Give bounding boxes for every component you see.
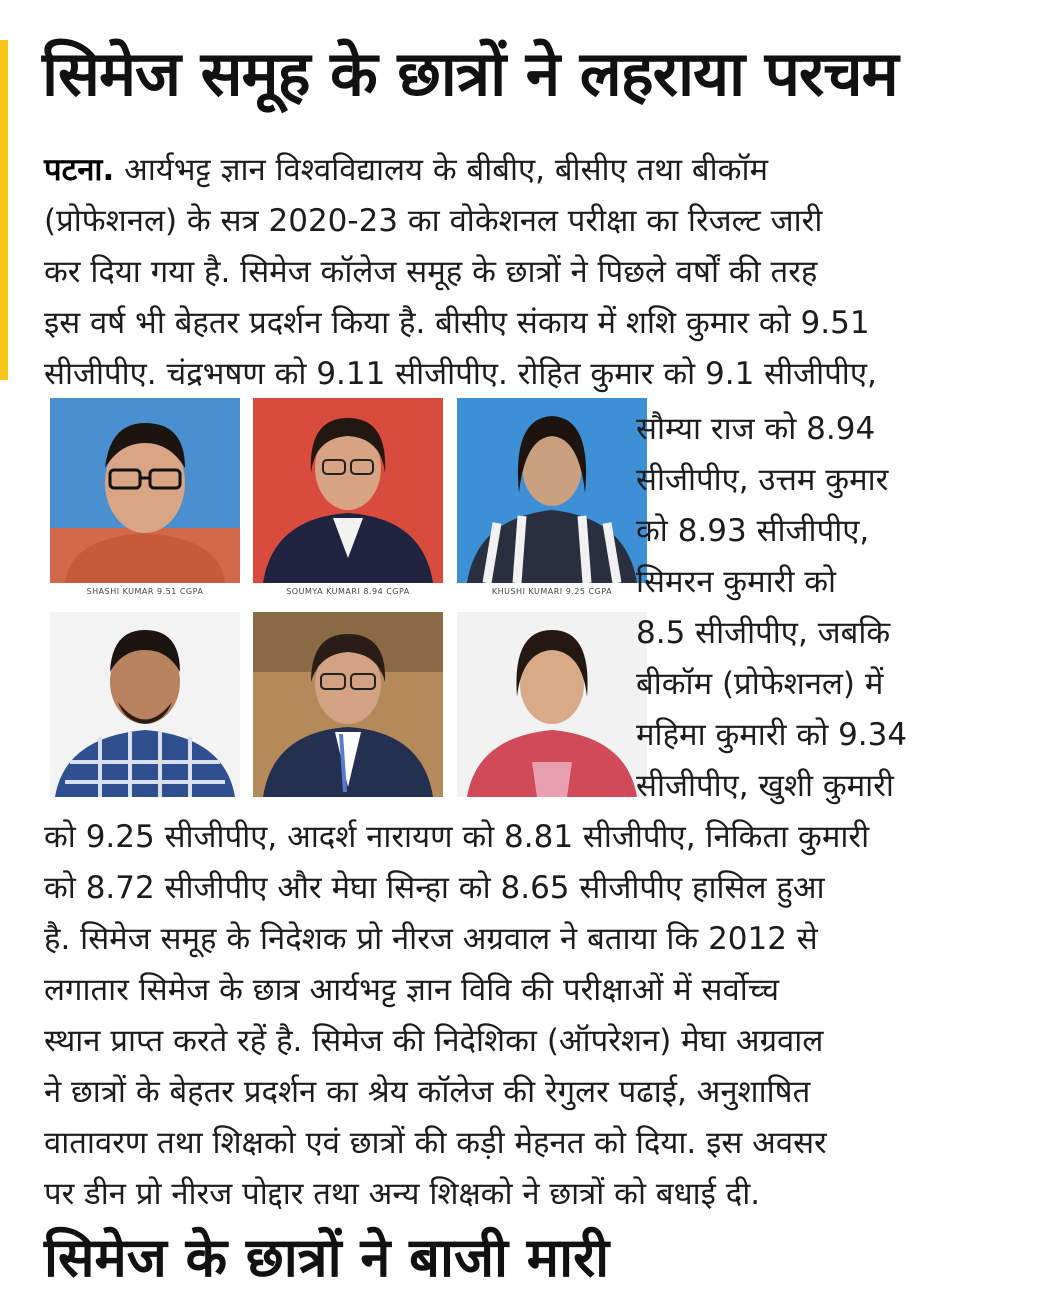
article-line: सीजीपीए, उत्तम कुमार	[636, 462, 889, 498]
student-photo	[50, 398, 240, 583]
article-line: को 9.25 सीजीपीए, आदर्श नारायण को 8.81 सीजीपीए, निकिता कुमारी	[44, 819, 870, 855]
photo-caption: SOUMYA KUMARI 8.94 CGPA	[286, 587, 410, 596]
article-line: को 8.72 सीजीपीए और मेघा सिन्हा को 8.65 सीजीपीए हासिल हुआ	[44, 870, 825, 906]
article-line: सीजीपीए. चंद्रभषण को 9.11 सीजीपीए. रोहित कुमार को 9.1 सीजीपीए,	[44, 356, 877, 392]
article-line: ने छात्रों के बेहतर प्रदर्शन का श्रेय कॉलेज की रेगुलर पढाई, अनुशाषित	[44, 1074, 811, 1110]
dateline: पटना.	[44, 152, 115, 188]
photo-caption: SHASHI KUMAR 9.51 CGPA	[86, 587, 204, 596]
student-photo	[457, 612, 647, 797]
accent-bar	[0, 40, 8, 380]
photo-caption: KHUSHI KUMARI 9.25 CGPA	[491, 587, 613, 596]
article-line: (प्रोफेशनल) के सत्र 2020-23 का वोकेशनल परीक्षा का रिजल्ट जारी	[44, 203, 823, 239]
article-line: सिमरन कुमारी को	[636, 564, 837, 600]
article-line: महिमा कुमारी को 9.34	[636, 717, 908, 753]
article-line: को 8.93 सीजीपीए,	[636, 513, 870, 549]
article-line	[44, 145, 944, 195]
article-line: है. सिमेज समूह के निदेशक प्रो नीरज अग्रवाल ने बताया कि 2012 से	[44, 921, 818, 957]
article-line: स्थान प्राप्त करते रहें है. सिमेज की निदेशिका (ऑपरेशन) मेघा अग्रवाल	[44, 1023, 824, 1059]
article-line: सीजीपीए, खुशी कुमारी	[636, 768, 894, 804]
student-photo	[253, 612, 443, 797]
article-line: वातावरण तथा शिक्षको एवं छात्रों की कड़ी मेहनत को दिया. इस अवसर	[44, 1125, 827, 1161]
article-line: इस वर्ष भी बेहतर प्रदर्शन किया है. बीसीए संकाय में शशि कुमार को 9.51	[44, 305, 870, 341]
article-line: पर डीन प्रो नीरज पोद्दार तथा अन्य शिक्षको ने छात्रों को बधाई दी.	[44, 1176, 761, 1212]
student-photo	[50, 612, 240, 797]
next-headline-text: सिमेज के छात्रों ने बाजी मारी	[44, 1226, 610, 1289]
article-line: कर दिया गया है. सिमेज कॉलेज समूह के छात्रों ने पिछले वर्षों की तरह	[44, 254, 818, 290]
student-photo	[457, 398, 647, 583]
article-line: 8.5 सीजीपीए, जबकि	[636, 615, 891, 651]
headline: सिमेज समूह के छात्रों ने लहराया परचम	[42, 37, 898, 110]
article-line: लगातार सिमेज के छात्र आर्यभट्ट ज्ञान विवि की परीक्षाओं में सर्वोच्च	[44, 972, 780, 1008]
article-line: बीकॉम (प्रोफेशनल) में	[636, 666, 884, 702]
article-line: सौम्या राज को 8.94	[636, 411, 876, 447]
student-photo	[253, 398, 443, 583]
next-headline	[44, 1226, 844, 1289]
article-line-text: आर्यभट्ट ज्ञान विश्वविद्यालय के बीबीए, बीसीए तथा बीकॉम	[114, 152, 769, 188]
